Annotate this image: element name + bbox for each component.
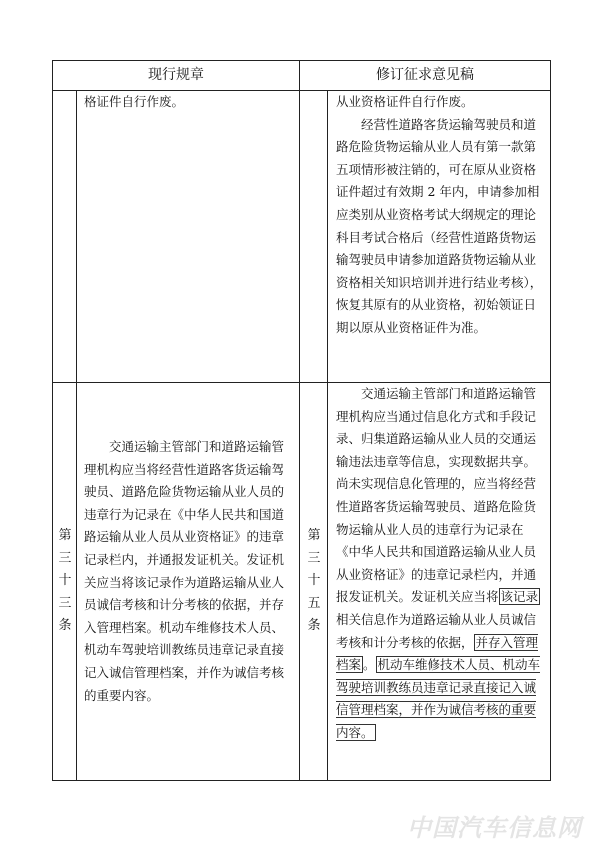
article-33-paragraph: 交通运输主管部门和道路运输管理机构应当将经营性道路客货运输驾驶员、道路危险货物运输从业人员的违章行为记录在《中华人民共和国道路运输从业人员从业资格证》的违章记录栏内，并通报发证机关。发证机关应当将该记录作为道路运输从业人员诚信考核和计分考核的依据，并存入管理档案。机动车维修技术人员、机动车驾驶培训教练员违章记录直接记入诚信管理档案，并作为诚信考核的重要内容。 [84,439,285,703]
article-35-paragraph: 交通运输主管部门和道路运输管理机构应当通过信息化方式和手段记录、归集道路运输从业人员的交通运输违法违章等信息，实现数据共享。尚未实现信息化管理的，应当将经营性道路客货运输驾驶员、道路危险货物运输从业人员的违章行为记录在《中华人民共和国道路运输从业人员从业资格证》的违章记录栏内，并通报发证机关。发证机关应当将 该记录相关信息作为道路运输从业人员诚信考核和计分考核的依据， 并存入管理档案 。 机动车维修技术人员、机动车驾驶培训教练员违章记录直接记入诚信管理档案，并作为诚信考核的重要内容。 [336,386,541,740]
table-border-right [550,60,551,781]
row1-left-paragraph: 格证件自行作废。 [84,94,185,109]
left-label-divider [76,90,77,781]
article-35-text [336,383,544,745]
revision-mark-sentence: 机动车维修技术人员、机动车驾驶培训教练员违章记录直接记入诚信管理档案，并作为诚信考核的重要内容。 [336,657,541,740]
header-revision-draft: 修订征求意见稿 [376,67,474,83]
revision-mark-deleted: 该记录 [500,589,539,605]
row1-right-paragraph-1: 从业资格证件自行作废。 [336,94,474,109]
revision-mark-archive: 并存入管理档案 [336,634,539,673]
table-border-left [52,60,53,781]
article-33-label: 第 三 十 三 条 [58,528,72,633]
table-border-bottom [52,780,551,781]
column-divider [299,60,300,781]
site-watermark: 中国汽车信息网 [407,814,582,842]
article-33-text [84,436,292,707]
row1-right-paragraph-2: 经营性道路客货运输驾驶员和道路危险货物运输从业人员有第一款第五项情形被注销的，可在原从业资格证件超过有效期 2 年内，申请参加相应类别从业资格考试大纲规定的理论科目考试合格后（经营性道路货物运输驾驶员申请参加道路货物运输从业资格相关知识培训并进行结业考核），恢复其原有的从业资格，初始领证日期以原从业资格证件为准。 [336,116,543,335]
article-35-label: 第 三 十 五 条 [307,528,321,633]
right-label-divider [327,90,328,781]
header-current-rules: 现行规章 [148,67,204,83]
row1-right-text [336,91,544,340]
row1-left-text [84,91,292,114]
